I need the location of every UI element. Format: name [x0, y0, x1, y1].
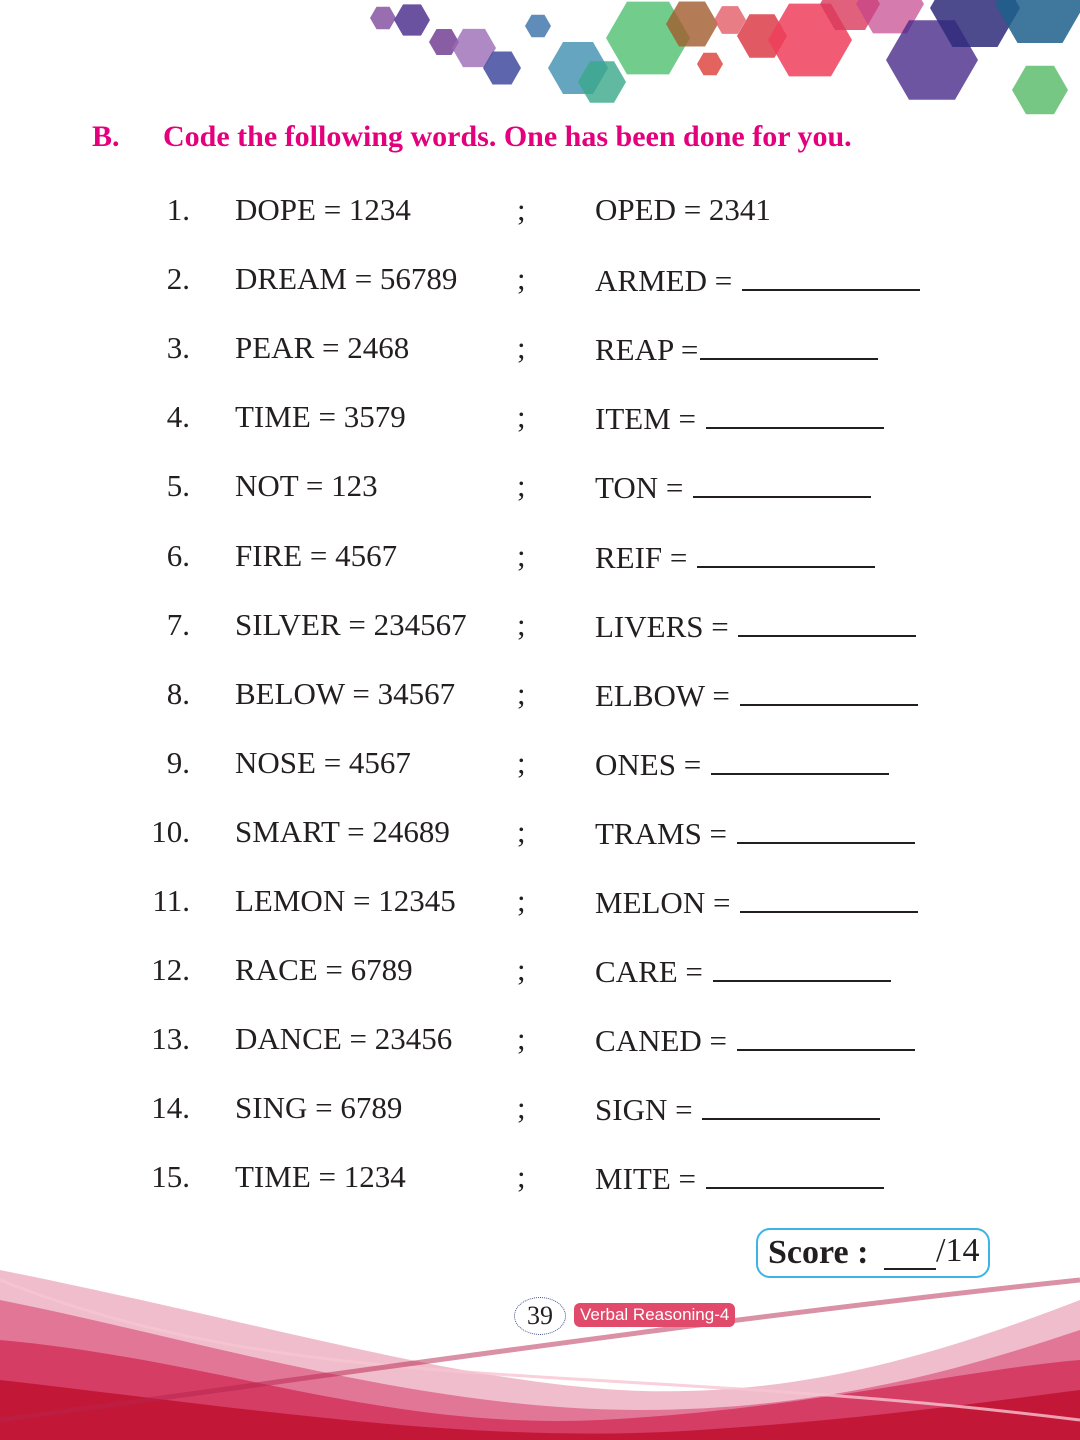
question-label: ELBOW = [595, 677, 738, 713]
question-label: CANED = [595, 1023, 735, 1059]
score-total: /14 [936, 1232, 980, 1269]
score-label: Score : [768, 1234, 869, 1271]
row-number: 10. [151, 813, 190, 849]
row-number: 15. [151, 1159, 190, 1195]
row-number: 13. [151, 1021, 190, 1057]
question-label: LIVERS = [595, 608, 737, 644]
answer-blank[interactable] [737, 1021, 915, 1051]
answer-blank[interactable] [740, 676, 918, 706]
given-code: BELOW = 34567 [235, 675, 456, 711]
question-word [595, 330, 878, 368]
question-word [595, 1090, 880, 1128]
question-label: ITEM = [595, 401, 704, 437]
question-word [595, 814, 915, 852]
question-label: CARE = [595, 954, 711, 990]
given-code: NOT = 123 [235, 468, 378, 504]
page-number: 39 [514, 1297, 566, 1335]
given-code: PEAR = 2468 [235, 330, 410, 366]
question-label: TON = [595, 470, 692, 506]
question-label: TRAMS = [595, 815, 735, 851]
row-number: 11. [152, 883, 190, 918]
question-word [595, 607, 916, 645]
question-word [595, 1159, 884, 1197]
question-word [595, 1021, 915, 1059]
question-label: MELON = [595, 885, 739, 920]
wave-decoration [0, 1260, 1080, 1440]
question-word [595, 399, 884, 437]
exercise-row [0, 745, 1080, 785]
answer-blank[interactable] [713, 952, 891, 982]
answer-blank[interactable] [742, 261, 920, 291]
separator: ; [517, 192, 526, 227]
book-title-tag: Verbal Reasoning-4 [574, 1303, 735, 1327]
question-word [595, 952, 891, 990]
given-code: NOSE = 4567 [235, 744, 411, 780]
separator: ; [517, 952, 526, 988]
separator: ; [517, 1090, 526, 1126]
question-label: OPED = 2341 [595, 192, 771, 227]
question-word [595, 676, 918, 714]
question-label: MITE = [595, 1161, 704, 1197]
row-number: 14. [151, 1090, 190, 1126]
question-word [595, 468, 871, 506]
given-code: FIRE = 4567 [235, 537, 398, 573]
separator: ; [517, 883, 526, 918]
given-code: DOPE = 1234 [235, 192, 411, 227]
row-number: 8. [166, 675, 190, 711]
separator: ; [517, 537, 526, 573]
answer-blank[interactable] [706, 399, 884, 429]
exercise-row [0, 883, 1080, 923]
answer-blank[interactable] [700, 330, 878, 360]
separator: ; [517, 261, 526, 297]
exercise-row [0, 607, 1080, 647]
exercise-row [0, 468, 1080, 508]
hexagon-shape [394, 4, 430, 35]
answer-blank[interactable] [737, 814, 915, 844]
exercise-row [0, 1021, 1080, 1061]
answer-blank[interactable] [693, 468, 871, 498]
question-word [595, 883, 918, 921]
given-code: SMART = 24689 [235, 813, 450, 849]
exercise-row [0, 192, 1080, 232]
section-instruction: Code the following words. One has been done for you. [163, 120, 852, 153]
separator: ; [517, 606, 526, 642]
given-code: LEMON = 12345 [235, 883, 456, 918]
answer-blank[interactable] [711, 745, 889, 775]
hexagon-shape [995, 0, 1080, 43]
hexagon-shape [370, 7, 396, 30]
answer-blank[interactable] [740, 883, 918, 913]
question-label: REAP = [595, 332, 699, 368]
question-word [595, 538, 875, 576]
question-label: SIGN = [595, 1092, 701, 1128]
separator: ; [517, 330, 526, 366]
exercise-row [0, 261, 1080, 301]
row-number: 1. [166, 192, 190, 227]
separator: ; [517, 1021, 526, 1057]
given-code: SING = 6789 [235, 1090, 403, 1126]
question-label: ARMED = [595, 263, 740, 299]
hexagon-shape [525, 15, 551, 38]
given-code: SILVER = 234567 [235, 606, 467, 642]
exercise-row [0, 952, 1080, 992]
question-label: REIF = [595, 539, 696, 575]
given-code: DANCE = 23456 [235, 1021, 453, 1057]
question-label: ONES = [595, 746, 709, 782]
row-number: 2. [166, 261, 190, 297]
separator: ; [517, 1159, 526, 1195]
exercise-row [0, 814, 1080, 854]
row-number: 6. [166, 537, 190, 573]
question-word [595, 261, 920, 299]
answer-blank[interactable] [706, 1159, 884, 1189]
exercise-row [0, 1090, 1080, 1130]
answer-blank[interactable] [702, 1090, 880, 1120]
hexagon-shape [1012, 66, 1068, 114]
hexagon-decoration [0, 0, 1080, 130]
exercise-row [0, 538, 1080, 578]
row-number: 12. [151, 952, 190, 988]
separator: ; [517, 675, 526, 711]
separator: ; [517, 813, 526, 849]
exercise-row [0, 676, 1080, 716]
row-number: 7. [166, 606, 190, 642]
answer-blank[interactable] [738, 607, 916, 637]
separator: ; [517, 744, 526, 780]
given-code: TIME = 3579 [235, 399, 406, 435]
exercise-row [0, 1159, 1080, 1199]
answer-blank[interactable] [697, 538, 875, 568]
row-number: 3. [166, 330, 190, 366]
separator: ; [517, 399, 526, 435]
question-word [595, 745, 889, 783]
row-number: 5. [166, 468, 190, 504]
given-code: TIME = 1234 [235, 1159, 406, 1195]
hexagon-shape [697, 53, 723, 76]
section-label: B. [92, 120, 120, 153]
row-number: 4. [166, 399, 190, 435]
row-number: 9. [166, 744, 190, 780]
given-code: DREAM = 56789 [235, 261, 458, 297]
question-word [595, 192, 771, 228]
exercise-row [0, 399, 1080, 439]
given-code: RACE = 6789 [235, 952, 413, 988]
exercise-row [0, 330, 1080, 370]
separator: ; [517, 468, 526, 504]
